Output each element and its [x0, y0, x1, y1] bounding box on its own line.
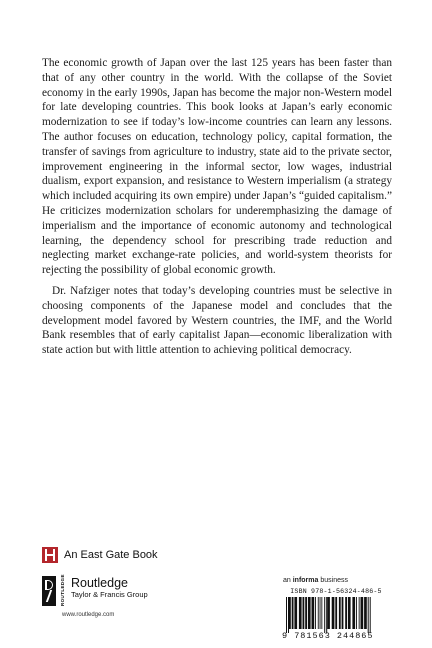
- east-gate-logo-icon: [42, 547, 58, 563]
- routledge-url: www.routledge.com: [62, 612, 115, 618]
- barcode-bar: [335, 597, 337, 629]
- barcode-bar: [321, 597, 322, 629]
- barcode-bar: [348, 597, 351, 629]
- barcode-bar: [305, 597, 307, 629]
- barcode-bar: [289, 597, 291, 629]
- barcode-bar: [359, 597, 360, 629]
- routledge-name: Routledge: [71, 576, 128, 590]
- barcode-bar: [364, 597, 367, 629]
- informa-brand: informa: [292, 577, 319, 584]
- barcode-bar: [339, 597, 341, 629]
- barcode-bar: [342, 597, 344, 629]
- barcode-bar: [368, 597, 369, 633]
- barcode-bar: [299, 597, 302, 629]
- barcode-bar: [332, 597, 335, 629]
- routledge-group: Taylor & Francis Group: [71, 590, 148, 599]
- barcode-bar: [294, 597, 297, 629]
- barcode-bar: [327, 597, 330, 629]
- barcode-bar: [318, 597, 319, 629]
- informa-prefix: an: [283, 577, 293, 584]
- barcode-bar: [345, 597, 347, 629]
- routledge-logo-icon: [42, 576, 56, 606]
- routledge-imprint: [42, 576, 148, 606]
- barcode-bar: [303, 597, 305, 629]
- barcode-bar: [352, 597, 355, 629]
- barcode-bar: [324, 597, 325, 633]
- blurb-paragraph-2: Dr. Nafziger notes that today’s developing countries must be selective in choosing components of the Japanese model and concludes that the development model favored by Western countries, the IMF, and the World Bank resembles that of early capitalist Japan—economic liberalization with state action but with little attention to achieving political democracy.: [42, 284, 392, 357]
- barcode-bar: [361, 597, 364, 629]
- east-gate-imprint: [42, 547, 158, 563]
- blurb-text: [42, 56, 392, 364]
- barcode-bar: [312, 597, 315, 629]
- barcode-block: [282, 588, 390, 641]
- routledge-vertical-wordmark: ROUTLEDGE: [60, 574, 65, 606]
- barcode-bar: [320, 597, 321, 629]
- barcode-bars: [282, 597, 390, 633]
- barcode-digits: 9 781563 244865: [282, 631, 374, 641]
- isbn-label: ISBN 978-1-56324-486-5: [290, 588, 382, 595]
- barcode-bar: [308, 597, 311, 629]
- barcode-bar: [288, 597, 289, 633]
- barcode-bar: [356, 597, 357, 629]
- informa-tagline: [283, 577, 348, 584]
- barcode-bar: [286, 597, 287, 633]
- barcode-bar: [315, 597, 316, 629]
- barcode-bar: [326, 597, 327, 633]
- barcode-bar: [370, 597, 371, 633]
- east-gate-label: An East Gate Book: [64, 549, 158, 561]
- barcode-bar: [292, 597, 294, 629]
- informa-suffix: business: [318, 577, 348, 584]
- blurb-paragraph-1: The economic growth of Japan over the last 125 years has been faster than that of any other country in the world. With the collapse of the Soviet economy in the early 1990s, Japan has become the major non-Western model for late developing countries. This book looks at Japan’s early economic modernization to see if today’s low-income countries can learn any lessons. The author focuses on education, technology policy, capital formation, the transfer of savings from agriculture to industry, state aid to the private sector, improvement engineering in the informal sector, low wages, industrial dualism, export expansion, and resistance to Western imperialism (a strategy which included acquiring its own empire) under Japan’s “guided capitalism.” He criticizes modernization scholars for underemphasizing the damage of imperialism and the importance of economic autonomy and technological learning, the dependency school for prescribing trade reduction and neglecting market exchange-rate policies, and world-system theorists for rejecting the possibility of global economic growth.: [42, 57, 392, 277]
